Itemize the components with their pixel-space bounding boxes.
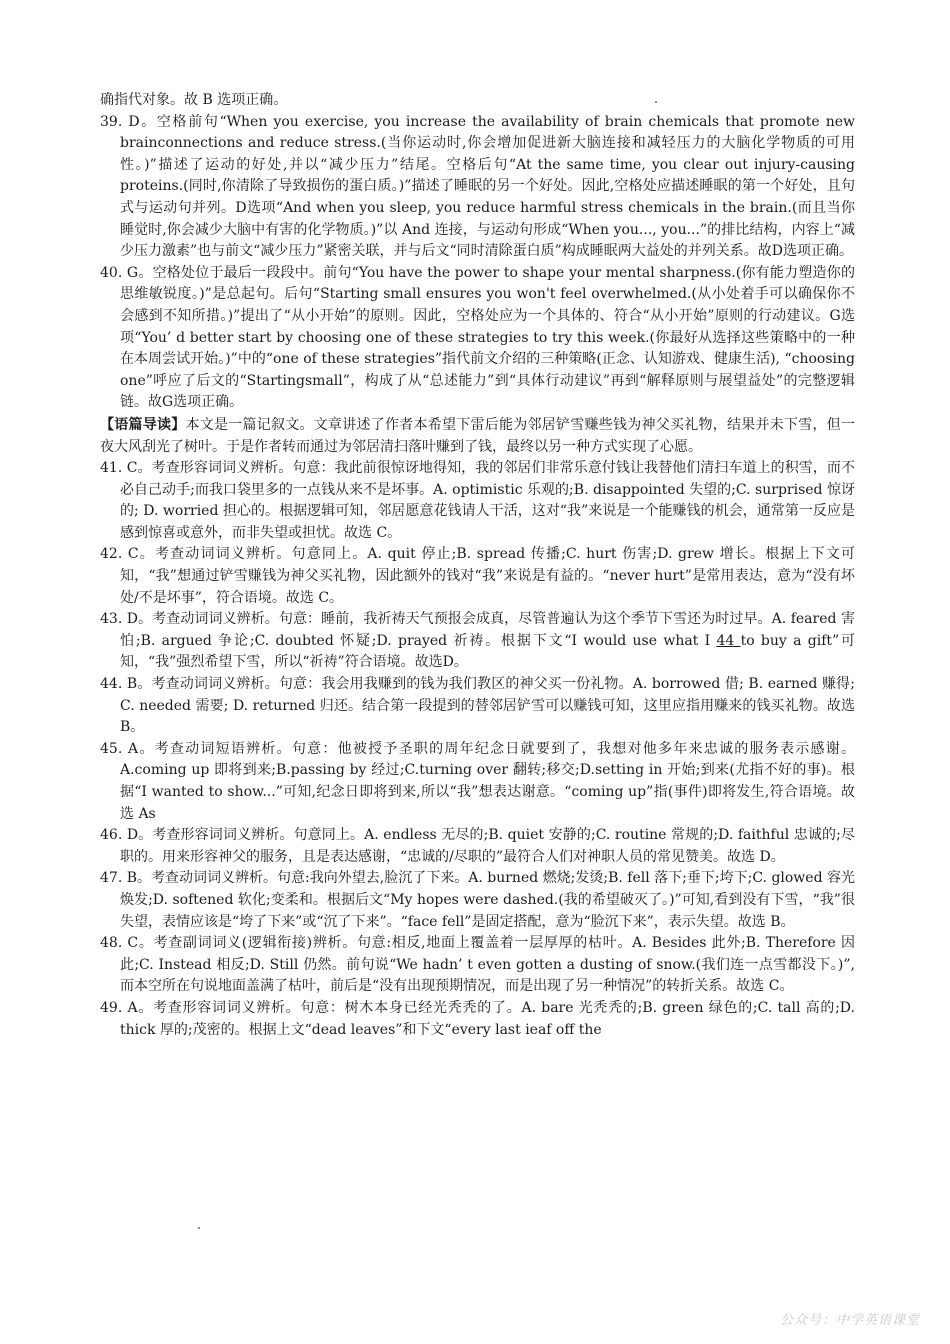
passage-guide-text: 本文是一篇记叙文。文章讲述了作者本希望下雷后能为邻居铲雪赚些钱为神父买礼物，结果并未下雪，但一夜大风刮光了树叶。于是作者转而通过为邻居清扫落叶赚到了钱，最终以另一种方式实现了心愿。 [100,416,855,455]
answer-48: 48. C。考查副词词义(逻辑衔接)辨析。句意:相反,地面上覆盖着一层厚厚的枯叶。A. Besides 此外;B. Therefore 因此;C. Instead 相反;D. Still 仍然。前句说“We hadn’ t even gotten a dusting of snow.(我们连一点雪都没下。)”,而本空所在句说地面盖满了枯叶，前后是“没有出现预期情况，而是出现了另一种情况”的转折关系。故选 C。 [100,935,855,995]
scan-dot [655,101,657,103]
answer-46: 46. D。考查形容词词义辨析。句意同上。A. endless 无尽的;B. quiet 安静的;C. routine 常规的;D. faithful 忠诚的;尽职的。用来形容神父的服务，且是表达感谢，“忠诚的/尽职的”最符合人们对神职人员的常见赞美。故选 D。 [100,827,855,865]
scan-dot [198,1227,200,1229]
answer-40: 40. G。空格处位于最后一段段中。前句“You have the power to shape your mental sharpness.(你有能力塑造你的思维敏锐度。)”是总起句。后句“Starting small ensures you won't feel overwhelmed.(从小处着手可以确保你不会感到不知所措。)”提出了“从小开始”的原则。因此，空格处应为一个具体的、符合“从小开始”原则的行动建议。G选项“You’ d better start by choosing one of these strategies to try this week.(你最好从选择这些策略中的一种在本周尝试开始。)”中的“one of these strategies”指代前文介绍的三种策略(正念、认知游戏、健康生活), “choosing one”呼应了后文的“Startingsmall”，构成了从“总述能力”到“具体行动建议”再到“解释原则与展望益处”的完整逻辑链。故G选项正确。 [100,264,855,411]
answer-44: 44. B。考查动词词义辨析。句意：我会用我赚到的钱为我们教区的神父买一份礼物。A. borrowed 借; B. earned 赚得; C. needed 需要; D. returned 归还。结合第一段提到的替邻居铲雪可以赚钱可知，这里应指用赚来的钱买礼物。故选 B。 [100,676,855,736]
answer-42: 42. C。考查动词词义辨析。句意同上。A. quit 停止;B. spread 传播;C. hurt 伤害;D. grew 增长。根据上下文可知，“我”想通过铲雪赚钱为神父买礼物，因此额外的钱对“我”来说是有益的。“never hurt”是常用表达，意为“没有坏处/不是坏事”，符合语境。故选 C。 [100,546,855,606]
answer-43-part-a: 43. D。考查动词词义辨析。句意：睡前，我祈祷天气预报会成真，尽管普遍认为这个季节下雪还为时过早。A. feared 害怕;B. argued 争论;C. doubted 怀疑;D. prayed 祈祷。根据下文“I would use what I [100,611,855,649]
answer-39: 39. D。空格前句“When you exercise, you increase the availability of brain chemicals that promote new brainconnections and reduce stress.(当你运动时,你会增加促进新大脑连接和减轻压力的大脑化学物质的可用性。)”描述了运动的好处,并以“减少压力”结尾。空格后句“At the same time, you clear out injury-causing proteins.(同时,你清除了导致损伤的蛋白质。)”描述了睡眠的另一个好处。因此,空格处应描述睡眠的第一个好处，且句式与运动句并列。D选项“And when you sleep, you reduce harmful stress chemicals in the brain.(而且当你睡觉时,你会减少大脑中有害的化学物质。)”以 And 连接，与运动句形成“When you..., you...”的排比结构，内容上“减少压力激素”也与前文“减少压力”紧密关联，并与后文“同时清除蛋白质”构成睡眠两大益处的并列关系。故D选项正确。 [100,113,855,260]
answer-explanations [100,90,855,1041]
answer-43-part-b: to buy a gift”可知，“我”强烈希望下雪，所以“祈祷”符合语境。故选D。 [120,632,856,671]
watermark: 公众号：中学英语课堂 [779,1313,920,1329]
passage-guide-label: 【语篇导读】 [100,416,186,433]
paragraph-continuation: 确指代对象。故 B 选项正确。 [100,92,288,108]
answer-47: 47. B。考查动词词义辨析。句意:我向外望去,脸沉了下来。A. burned 燃烧;发烫;B. fell 落下;垂下;垮下;C. glowed 容光焕发;D. softened 软化;变柔和。根据后文“My hopes were dashed.(我的希望破灭了。)”可知,看到没有下雪，“我”很失望，表情应该是“垮了下来”或“沉了下来”。“face fell”是固定搭配，意为“脸沉下来”，表示失望。故选 B。 [100,870,855,930]
answer-45: 45. A。考查动词短语辨析。句意：他被授予圣职的周年纪念日就要到了，我想对他多年来忠诚的服务表示感谢。A.coming up 即将到来;B.passing by 经过;C.turning over 翻转;移交;D.setting in 开始;到来(尤指不好的事)。根据“I wanted to show...”可知,纪念日即将到来,所以“我”想表达谢意。“coming up”指(事件)即将发生,符合语境。故选 As [100,740,855,822]
blank-44: 44 [716,632,741,649]
answer-49: 49. A。考查形容词词义辨析。句意：树木本身已经光秃秃的了。A. bare 光秃秃的;B. green 绿色的;C. tall 高的;D. thick 厚的;茂密的。根据上文“dead leaves”和下文“every last ieaf off the [100,999,855,1038]
answer-41: 41. C。考查形容词词义辨析。句意：我此前很惊讶地得知，我的邻居们非常乐意付钱让我替他们清扫车道上的积雪，而不必自己动手;而我口袋里多的一点钱从来不是坏事。A. optimistic 乐观的;B. disappointed 失望的;C. surprised 惊讶的; D. worried 担心的。根据逻辑可知，邻居愿意花钱请人干活，这对“我”来说是一个能赚钱的机会，通常第一反应是感到惊喜或意外，而非失望或担忧。故选 C。 [100,460,855,541]
answer-43 [100,609,855,674]
passage-guide [100,415,855,458]
